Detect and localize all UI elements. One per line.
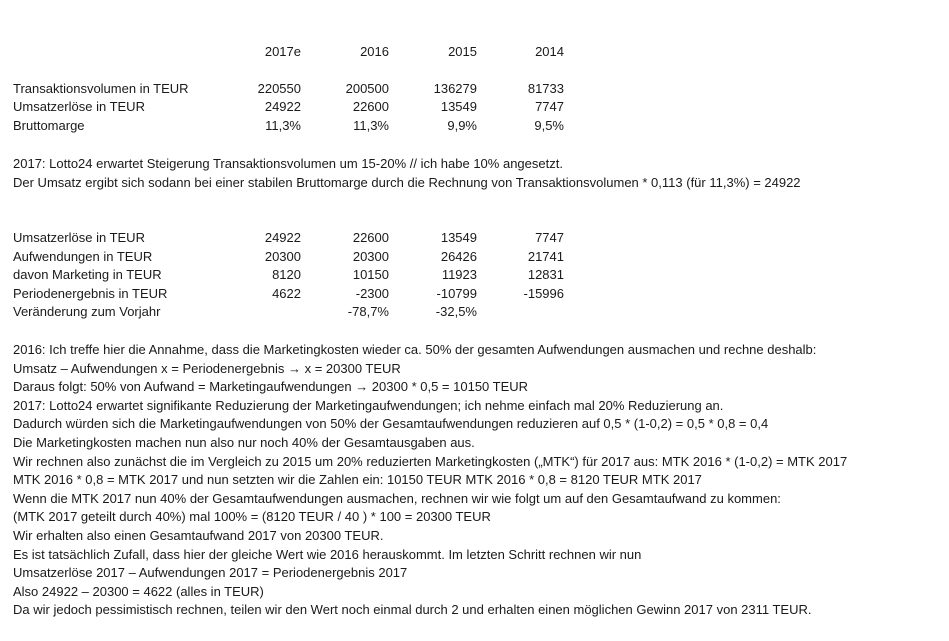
table-cell: 11,3% <box>265 117 301 133</box>
text-line: Da wir jedoch pessimistisch rechnen, teilen wir den Wert noch einmal durch 2 und erhalten einen möglichen Gewinn 2017 von 2311 TEUR. <box>13 602 812 618</box>
table-cell <box>223 303 301 322</box>
text-line: (MTK 2017 geteilt durch 40%) mal 100% = (8120 TEUR / 40 ) * 100 = 20300 TEUR <box>13 509 491 525</box>
table-cell: 22600 <box>352 99 389 115</box>
row-label: Umsatzerlöse in TEUR <box>13 99 145 115</box>
table-row <box>13 117 564 136</box>
row-label: Veränderung zum Vorjahr <box>13 304 161 320</box>
table-cell: 7747 <box>535 99 564 115</box>
table-cell: 7747 <box>535 230 564 245</box>
table-cell: 26426 <box>440 248 477 264</box>
text-line: Wenn die MTK 2017 nun 40% der Gesamtaufwendungen ausmachen, rechnen wir wie folgt um auf den Gesamtaufwand zu kommen: <box>13 490 781 506</box>
text-line: Umsatz – Aufwendungen x = Periodenergebnis → x = 20300 TEUR <box>13 360 401 376</box>
table-row <box>13 98 564 117</box>
table-cell: 136279 <box>433 80 477 96</box>
table-row <box>13 80 564 99</box>
table-cell: 81733 <box>527 80 564 96</box>
table-cell: 20300 <box>352 248 389 264</box>
table-cell: 10150 <box>352 267 389 283</box>
table-cell: 12831 <box>527 267 564 283</box>
table-cell: 9,9% <box>447 117 477 133</box>
text-line: Also 24922 – 20300 = 4622 (alles in TEUR) <box>13 583 264 599</box>
text-line: 2016: Ich treffe hier die Annahme, dass die Marketingkosten wieder ca. 50% der gesamten Aufwendungen ausmachen und rechne deshalb: <box>13 342 817 357</box>
table-cell: 20300 <box>264 248 301 264</box>
table-cell: -10799 <box>436 285 477 301</box>
row-label: Aufwendungen in TEUR <box>13 248 153 264</box>
text-line: Die Marketingkosten machen nun also nur noch 40% der Gesamtausgaben aus. <box>13 434 475 450</box>
table-cell: 24922 <box>264 230 301 245</box>
header-cell-label <box>13 43 223 62</box>
table-cell: 9,5% <box>534 117 564 133</box>
table-cell: 13549 <box>440 230 477 245</box>
table-cell: 22600 <box>352 230 389 245</box>
table-row <box>13 303 564 322</box>
revenue-table <box>13 43 564 135</box>
header-cell-2015: 2015 <box>448 44 477 59</box>
header-cell-2016: 2016 <box>360 44 389 59</box>
text-line: Umsatzerlöse 2017 – Aufwendungen 2017 = Periodenergebnis 2017 <box>13 565 408 581</box>
text-line: Daraus folgt: 50% von Aufwand = Marketingaufwendungen → 20300 * 0,5 = 10150 TEUR <box>13 379 529 395</box>
calculation-explanation <box>13 341 847 620</box>
table-cell: 24922 <box>264 99 301 115</box>
text-line: Wir rechnen also zunächst die im Vergleich zu 2015 um 20% reduzierten Marketingkosten („MTK“) für 2017 aus: MTK 2016 * (1-0,2) = MTK 2017 <box>13 453 848 469</box>
text-line: Der Umsatz ergibt sich sodann bei einer stabilen Bruttomarge durch die Rechnung von Transaktionsvolumen * 0,113 (für 11,3%) = 24922 <box>13 174 801 190</box>
table-cell: -15996 <box>523 285 564 301</box>
table-cell: 11923 <box>441 267 477 283</box>
table-cell: 11,3% <box>353 117 389 133</box>
text-line: 2017: Lotto24 erwartet Steigerung Transaktionsvolumen um 15-20% // ich habe 10% angesetzt. <box>13 156 563 171</box>
row-label: davon Marketing in TEUR <box>13 267 162 283</box>
table-cell: 8120 <box>272 267 301 283</box>
table-header-row <box>13 43 564 62</box>
table-row <box>13 266 564 285</box>
header-cell-2017e: 2017e <box>264 44 301 59</box>
table-spacer-row <box>13 62 564 80</box>
table-row <box>13 285 564 304</box>
table-cell: 200500 <box>345 80 389 96</box>
text-line: MTK 2016 * 0,8 = MTK 2017 und nun setzten wir die Zahlen ein: 10150 TEUR MTK 2016 * 0,8 = 8120 TEUR MTK 2017 <box>13 472 702 488</box>
header-cell-2014: 2014 <box>535 44 564 59</box>
table-cell: -32,5% <box>435 304 477 320</box>
table-cell: 220550 <box>257 80 301 96</box>
text-line: Wir erhalten also einen Gesamtaufwand 2017 von 20300 TEUR. <box>13 527 384 543</box>
row-label: Periodenergebnis in TEUR <box>13 285 168 301</box>
table-cell: 4622 <box>272 285 301 301</box>
text-line: 2017: Lotto24 erwartet signifikante Reduzierung der Marketingaufwendungen; ich nehme einfach mal 20% Reduzierung an. <box>13 397 724 413</box>
revenue-explanation <box>13 155 801 192</box>
table-cell <box>477 303 564 322</box>
row-label: Bruttomarge <box>13 117 85 133</box>
text-line: Dadurch würden sich die Marketingaufwendungen von 50% der Gesamtaufwendungen reduzieren auf 0,5 * (1-0,2) = 0,5 * 0,8 = 0,4 <box>13 416 769 432</box>
row-label: Transaktionsvolumen in TEUR <box>13 80 189 96</box>
table-row <box>13 229 564 248</box>
text-line: Es ist tatsächlich Zufall, dass hier der gleiche Wert wie 2016 herauskommt. Im letzten Schritt rechnen wir nun <box>13 546 642 562</box>
table-row <box>13 248 564 267</box>
row-label: Umsatzerlöse in TEUR <box>13 230 145 245</box>
results-table <box>13 229 564 322</box>
table-cell: 21741 <box>527 248 564 264</box>
table-cell: -78,7% <box>347 304 389 320</box>
table-cell: -2300 <box>355 285 389 301</box>
table-cell: 13549 <box>440 99 477 115</box>
